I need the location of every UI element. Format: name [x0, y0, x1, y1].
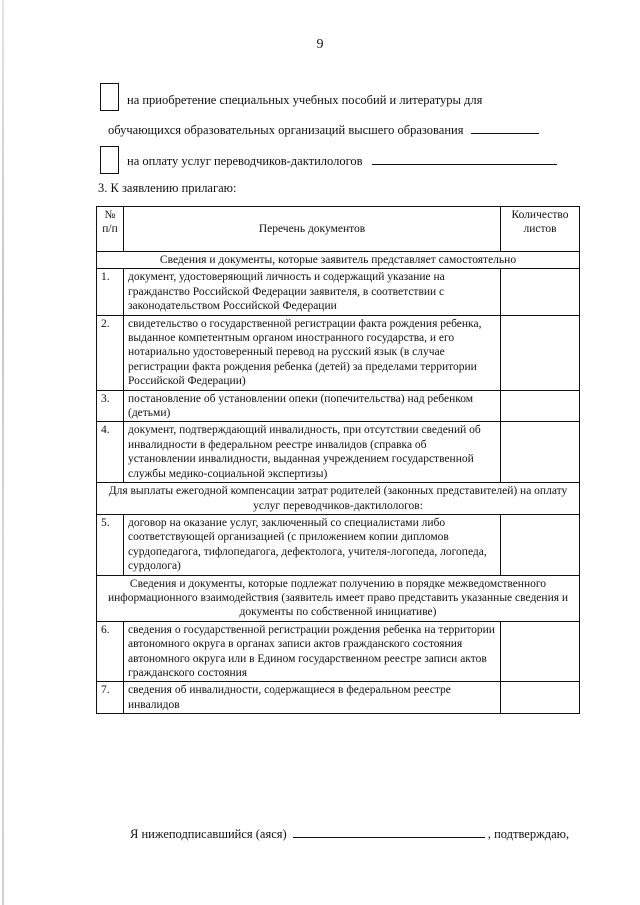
- checkbox-interpreters[interactable]: [100, 146, 119, 174]
- table-row: [97, 621, 580, 682]
- documents-table: [96, 206, 580, 714]
- row-text: документ, удостоверяющий личность и содержащий указание на гражданство Российской Федерации заявителя, в соответствии с законодательством Российской Федерации: [124, 269, 501, 315]
- table-row: [97, 269, 580, 315]
- row-num: 2.: [97, 315, 124, 390]
- header-count: Количество листов: [501, 207, 580, 252]
- row-count-cell[interactable]: [501, 269, 580, 315]
- row-num: 4.: [97, 422, 124, 483]
- signature-line: [130, 826, 569, 842]
- section-title: Сведения и документы, которые подлежат получению в порядке межведомственного информационного взаимодействия (заявитель имеет право представить указанные сведения и документы по собственной инициативе): [97, 575, 580, 621]
- option-interpreters-text: на оплату услуг переводчиков-дактилологов: [127, 154, 363, 168]
- scan-edge: [2, 0, 4, 905]
- row-count-cell[interactable]: [501, 514, 580, 575]
- row-count-cell[interactable]: [501, 621, 580, 682]
- section-row: [97, 483, 580, 515]
- option-textbooks-line2: [108, 122, 539, 138]
- option-interpreters: [127, 153, 557, 169]
- row-text: постановление об установлении опеки (попечительства) над ребенком (детьми): [124, 390, 501, 422]
- header-num: № п/п: [97, 207, 124, 252]
- table-row: [97, 315, 580, 390]
- page-number: 9: [316, 37, 324, 52]
- section-title: Для выплаты ежегодной компенсации затрат родителей (законных представителей) на оплату услуг переводчиков-дактилологов:: [97, 483, 580, 515]
- section-row: [97, 575, 580, 621]
- header-list: Перечень документов: [124, 207, 501, 252]
- row-num: 3.: [97, 390, 124, 422]
- section-row: [97, 252, 580, 269]
- option-textbooks-line1: на приобретение специальных учебных пособий и литературы для: [127, 93, 483, 107]
- row-text: сведения о государственной регистрации рождения ребенка на территории автономного округа в органах записи актов гражданского состояния автономного округа или в Едином государственном реестре записи актов гражданского состояния: [124, 621, 501, 682]
- row-count-cell[interactable]: [501, 682, 580, 714]
- fill-line-name[interactable]: [293, 826, 485, 838]
- row-text: документ, подтверждающий инвалидность, при отсутствии сведений об инвалидности в федеральном реестре инвалидов (справка об установлении инвалидности, выданная учреждением государственной службы медико-социальной экспертизы): [124, 422, 501, 483]
- checkbox-textbooks[interactable]: [100, 83, 119, 111]
- row-num: 6.: [97, 621, 124, 682]
- row-count-cell[interactable]: [501, 422, 580, 483]
- row-text: договор на оказание услуг, заключенный со специалистами либо соответствующей организацией (с приложением копии дипломов сурдопедагога, тифлопедагога, дефектолога, учителя-логопеда, логопеда, сурдолога): [124, 514, 501, 575]
- row-text: сведения об инвалидности, содержащиеся в федеральном реестре инвалидов: [124, 682, 501, 714]
- table-header-row: [97, 207, 580, 252]
- signature-prefix: Я нижеподписавшийся (аяся): [130, 827, 287, 841]
- signature-suffix: , подтверждаю,: [487, 827, 570, 841]
- option-textbooks-text: обучающихся образовательных организаций высшего образования: [108, 123, 464, 137]
- row-num: 5.: [97, 514, 124, 575]
- attach-heading: 3. К заявлению прилагаю:: [98, 181, 237, 195]
- fill-line-textbooks[interactable]: [471, 122, 539, 134]
- row-num: 7.: [97, 682, 124, 714]
- table-row: [97, 422, 580, 483]
- row-count-cell[interactable]: [501, 315, 580, 390]
- row-text: свидетельство о государственной регистрации факта рождения ребенка, выданное компетентным органом иностранного государства, и его нотариально удостоверенный перевод на русский язык (в случае регистрации факта рождения ребенка (детей) за пределами территории Российской Федерации): [124, 315, 501, 390]
- table-row: [97, 390, 580, 422]
- fill-line-interpreters[interactable]: [372, 153, 557, 165]
- row-num: 1.: [97, 269, 124, 315]
- table-row: [97, 514, 580, 575]
- table-row: [97, 682, 580, 714]
- section-title: Сведения и документы, которые заявитель представляет самостоятельно: [97, 252, 580, 269]
- row-count-cell[interactable]: [501, 390, 580, 422]
